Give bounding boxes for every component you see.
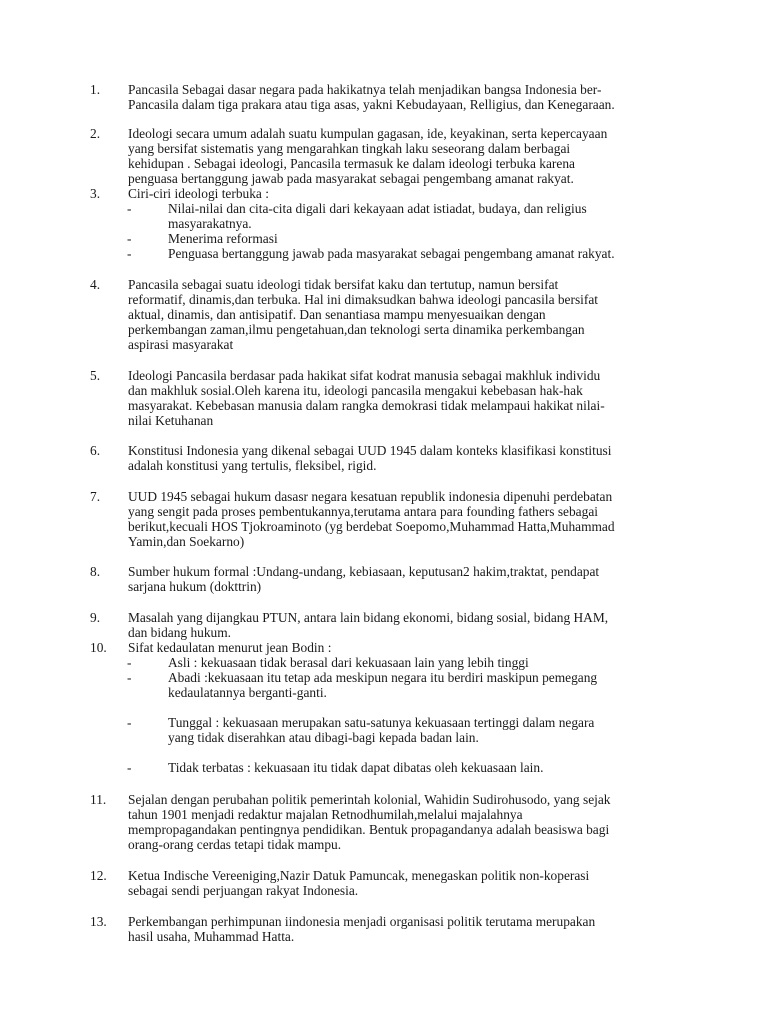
item-text [128,277,676,352]
item-number: 11. [90,792,107,807]
bullet-dash: - [127,655,132,670]
text-line: adalah konstitusi yang tertulis, fleksibel, rigid. [128,458,377,473]
text-line: Sifat kedaulatan menurut jean Bodin : [128,640,332,655]
text-line: Sejalan dengan perubahan politik pemerintah kolonial, Wahidin Sudirohusodo, yang sejak [128,792,611,807]
text-line: masyarakat. Kebebasan manusia dalam rangka demokrasi tidak melampaui hakikat nilai- [128,398,605,413]
text-line: Abadi :kekuasaan itu tetap ada meskipun negara itu berdiri maskipun pemegang [168,670,598,685]
text-line: orang-orang cerdas tetapi tidak mampu. [128,837,342,852]
text-line: kedaulatannya berganti-ganti. [168,685,327,700]
text-line: Penguasa bertanggung jawab pada masyarakat sebagai pengembang amanat rakyat. [168,246,615,261]
bullet-dash: - [127,715,132,730]
item-text [128,186,676,201]
item-text [128,792,676,852]
item-text [128,443,676,473]
bullet-dash: - [127,760,132,775]
text-line: Ideologi secara umum adalah suatu kumpulan gagasan, ide, keyakinan, serta kepercayaan [128,126,608,141]
sub-item-text [168,655,688,670]
text-line: tahun 1901 menjadi redaktur majalan Retnodhumilah,melalui majalahnya [128,807,523,822]
sub-item-text [168,201,688,231]
text-line: nilai Ketuhanan [128,413,214,428]
text-line: dan bidang hukum. [128,625,232,640]
item-number: 8. [90,564,101,579]
text-line: Ketua Indische Vereeniging,Nazir Datuk Pamuncak, menegaskan politik non-koperasi [128,868,590,883]
text-line: kehidupan . Sebagai ideologi, Pancasila termasuk ke dalam ideologi terbuka karena [128,156,575,171]
item-number: 7. [90,489,101,504]
item-text [128,610,676,640]
text-line: Pancasila dalam tiga prakara atau tiga asas, yakni Kebudayaan, Relligius, dan Kenegaraan. [128,97,615,112]
text-line: aktual, dinamis, dan antisipatif. Dan senantiasa mampu menyesuaikan dengan [128,307,546,322]
text-line: Masalah yang dijangkau PTUN, antara lain bidang ekonomi, bidang sosial, bidang HAM, [128,610,609,625]
item-number: 10. [90,640,107,655]
item-number: 4. [90,277,101,292]
item-number: 12. [90,868,107,883]
text-line: Perkembangan perhimpunan iindonesia menjadi organisasi politik terutama merupakan [128,914,596,929]
item-text [128,126,676,186]
sub-item-text [168,231,688,246]
sub-item-text [168,715,688,745]
sub-item-text [168,760,688,775]
text-line: reformatif, dinamis,dan terbuka. Hal ini dimaksudkan bahwa ideologi pancasila bersifat [128,292,599,307]
item-number: 6. [90,443,101,458]
text-line: Pancasila Sebagai dasar negara pada hakikatnya telah menjadikan bangsa Indonesia ber- [128,82,602,97]
item-number: 3. [90,186,101,201]
text-line: Tunggal : kekuasaan merupakan satu-satunya kekuasaan tertinggi dalam negara [168,715,595,730]
text-line: berikut,kecuali HOS Tjokroaminoto (yg berdebat Soepomo,Muhammad Hatta,Muhammad [128,519,615,534]
text-line: sebagai sendi perjuangan rakyat Indonesia. [128,883,359,898]
item-text [128,82,676,112]
item-number: 1. [90,82,101,97]
text-line: Ideologi Pancasila berdasar pada hakikat sifat kodrat manusia sebagai makhluk individu [128,368,601,383]
bullet-dash: - [127,670,132,685]
text-line: Menerima reformasi [168,231,278,246]
text-line: Sumber hukum formal :Undang-undang, kebiasaan, keputusan2 hakim,traktat, pendapat [128,564,600,579]
text-line: mempropagandakan pentingnya pendidikan. Bentuk propagandanya adalah beasiswa bagi [128,822,610,837]
item-text [128,368,676,428]
item-text [128,914,676,944]
text-line: UUD 1945 sebagai hukum dasasr negara kesatuan republik indonesia dipenuhi perdebatan [128,489,613,504]
item-text [128,489,676,549]
bullet-dash: - [127,231,132,246]
item-text [128,640,676,655]
bullet-dash: - [127,201,132,216]
text-line: sarjana hukum (dokttrin) [128,579,262,594]
item-number: 2. [90,126,101,141]
bullet-dash: - [127,246,132,261]
text-line: yang tidak diserahkan atau dibagi-bagi kepada badan lain. [168,730,479,745]
text-line: Yamin,dan Soekarno) [128,534,245,549]
text-line: aspirasi masyarakat [128,337,234,352]
sub-item-text [168,670,688,700]
text-line: Asli : kekuasaan tidak berasal dari kekuasaan lain yang lebih tinggi [168,655,529,670]
text-line: Ciri-ciri ideologi terbuka : [128,186,269,201]
item-number: 13. [90,914,107,929]
text-line: Pancasila sebagai suatu ideologi tidak bersifat kaku dan tertutup, namun bersifat [128,277,559,292]
text-line: hasil usaha, Muhammad Hatta. [128,929,295,944]
text-line: masyarakatnya. [168,216,252,231]
text-line: perkembangan zaman,ilmu pengetahuan,dan teknologi serta dinamika perkembangan [128,322,585,337]
item-text [128,868,676,898]
item-number: 5. [90,368,101,383]
item-text [128,564,676,594]
text-line: yang bersifat sistematis yang mengarahkan tingkah laku seseorang dalam berbagai [128,141,571,156]
item-number: 9. [90,610,101,625]
text-line: Konstitusi Indonesia yang dikenal sebagai UUD 1945 dalam konteks klasifikasi konstitusi [128,443,612,458]
text-line: Nilai-nilai dan cita-cita digali dari kekayaan adat istiadat, budaya, dan religius [168,201,587,216]
sub-item-text [168,246,688,261]
text-line: yang sengit pada proses pembentukannya,terutama antara para founding fathers sebagai [128,504,598,519]
text-line: Tidak terbatas : kekuasaan itu tidak dapat dibatas oleh kekuasaan lain. [168,760,544,775]
text-line: dan makhluk sosial.Oleh karena itu, ideologi pancasila mengakui kebebasan hak-hak [128,383,583,398]
text-line: penguasa bertanggung jawab pada masyarakat sebagai pengembang amanat rakyat. [128,171,574,186]
